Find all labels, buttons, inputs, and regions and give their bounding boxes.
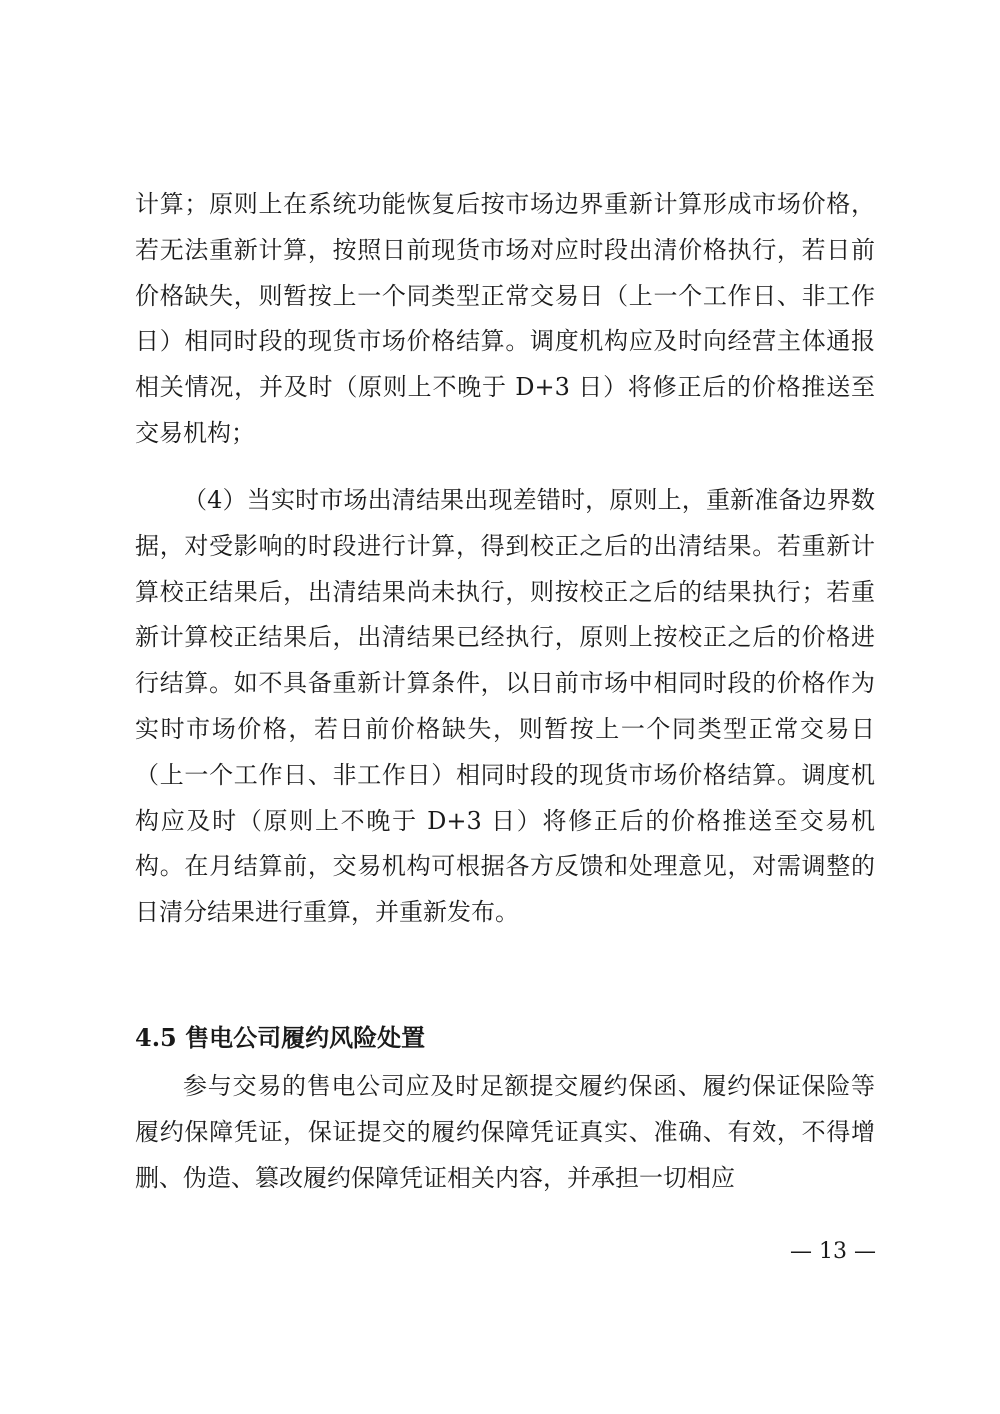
body-paragraph-1: 计算；原则上在系统功能恢复后按市场边界重新计算形成市场价格，若无法重新计算，按照日前现货市场对应时段出清价格执行，若日前价格缺失，则暂按上一个同类型正常交易日（上一个工作日、非工作日）相同时段的现货市场价格结算。调度机构应及时向经营主体通报相关情况，并及时（原则上不晚于 D+3 日）将修正后的价格推送至交易机构； — [135, 190, 875, 447]
page-number: — 13 — — [790, 1239, 876, 1264]
section-heading: 4.5 售电公司履约风险处置 — [135, 1023, 426, 1052]
section-paragraph: 参与交易的售电公司应及时足额提交履约保函、履约保证保险等履约保障凭证，保证提交的履约保障凭证真实、准确、有效，不得增删、伪造、篡改履约保障凭证相关内容，并承担一切相应 — [135, 1072, 875, 1192]
body-paragraph-2: （4）当实时市场出清结果出现差错时，原则上，重新准备边界数据，对受影响的时段进行计算，得到校正之后的出清结果。若重新计算校正结果后，出清结果尚未执行，则按校正之后的结果执行；若重新计算校正结果后，出清结果已经执行，原则上按校正之后的价格进行结算。如不具备重新计算条件，以日前市场中相同时段的价格作为实时市场价格，若日前价格缺失，则暂按上一个同类型正常交易日（上一个工作日、非工作日）相同时段的现货市场价格结算。调度机构应及时（原则上不晚于 D+3 日）将修正后的价格推送至交易机构。在月结算前，交易机构可根据各方反馈和处理意见，对需调整的日清分结果进行重算，并重新发布。 — [135, 486, 875, 927]
